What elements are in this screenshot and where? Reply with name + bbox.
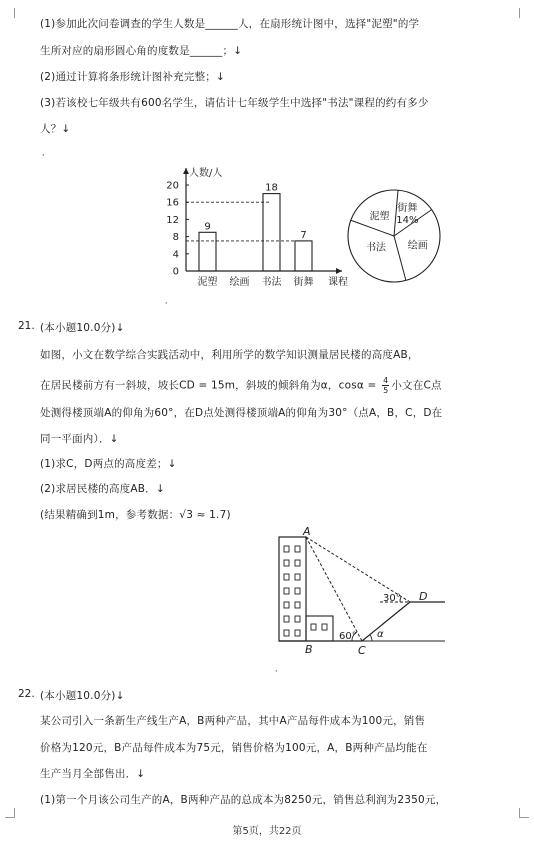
- pie-annotation: 14%: [396, 214, 419, 226]
- bar-value-label: 9: [204, 221, 211, 233]
- y-tick-label: 12: [166, 214, 179, 226]
- label-angle-30: 30°: [383, 593, 401, 604]
- pie-label: 泥塑: [369, 211, 390, 223]
- y-tick-label: 0: [172, 266, 179, 278]
- q21-building-figure: [0, 527, 534, 657]
- q22-header: (本小题10.0分)↓: [40, 690, 125, 702]
- building-windows: [284, 546, 300, 636]
- pie-chart: [348, 190, 440, 282]
- building: [279, 537, 306, 641]
- page-footer: 第5页，共22页: [232, 826, 302, 837]
- q22-line-2: 价格为120元，B产品每件成本为75元，销售价格为100元，A，B两种产品均能在: [40, 742, 428, 754]
- q21-line-2: [40, 376, 442, 395]
- fraction: [382, 376, 389, 395]
- label-A: A: [303, 527, 311, 538]
- slope-line: [362, 602, 410, 641]
- category-label: 街舞: [293, 277, 314, 288]
- label-D: D: [419, 590, 428, 603]
- q21-note: (结果精确到1m，参考数据：√3 ≈ 1.7): [40, 509, 231, 521]
- crop-mark: [5, 817, 15, 818]
- category-label: 泥塑: [197, 277, 218, 288]
- crop-mark: [519, 8, 520, 18]
- sight-line-c: [306, 537, 362, 641]
- label-B: B: [305, 643, 313, 656]
- angle-arc-alpha: [370, 635, 372, 641]
- annex-building: [306, 616, 333, 641]
- bar: [295, 241, 312, 271]
- pie-slice-edge: [394, 236, 406, 280]
- statistics-figure: [0, 158, 534, 298]
- pie-label: 街舞: [397, 202, 418, 214]
- q22-line-1: 某公司引入一条新生产线生产A，B两种产品，其中A产品每件成本为100元，销售: [40, 715, 426, 727]
- q22-number: 22.: [18, 688, 35, 700]
- pie-label: 书法: [366, 242, 387, 254]
- y-tick-label: 16: [166, 197, 179, 209]
- bar-value-label: 18: [265, 182, 278, 194]
- bar-chart: [166, 166, 348, 288]
- q20-line-3: (2)通过计算将条形统计图补充完整；↓: [40, 71, 225, 83]
- q20-line-1: (1)参加此次问卷调查的学生人数是______人，在扇形统计图中，选择"泥塑"的学: [40, 18, 420, 30]
- fraction-numerator: 4: [383, 376, 389, 385]
- q21-line-2-tail: 小文在C点: [391, 379, 442, 392]
- paragraph-mark: ,: [275, 664, 278, 673]
- paragraph-mark: ,: [165, 296, 168, 305]
- q21-line-2-text: 在居民楼前方有一斜坡，坡长CD = 15m，斜坡的倾斜角为α，cosα =: [40, 379, 381, 392]
- y-tick-label: 8: [172, 232, 179, 244]
- fraction-denominator: 5: [383, 386, 389, 395]
- q20-line-4: (3)若该校七年级共有600名学生，请估计七年级学生中选择"书法"课程的约有多少: [40, 97, 429, 109]
- q21-line-4: 同一平面内）．↓: [40, 433, 119, 445]
- paragraph-mark: ,: [42, 148, 45, 157]
- crop-mark: [14, 8, 15, 18]
- category-label: 绘画: [229, 277, 250, 288]
- category-label: 书法: [261, 277, 282, 288]
- q21-sub-2: (2)求居民楼的高度AB．↓: [40, 483, 165, 495]
- q20-line-2: 生所对应的扇形圆心角的度数是______；↓: [40, 45, 243, 57]
- crop-mark: [519, 817, 529, 818]
- x-axis-label: 课程: [328, 277, 348, 288]
- bar-value-label: 7: [300, 229, 307, 241]
- q21-sub-1: (1)求C，D两点的高度差；↓: [40, 458, 177, 470]
- pie-slice-edge: [351, 220, 394, 236]
- label-C: C: [358, 644, 366, 657]
- q21-header: (本小题10.0分)↓: [40, 322, 125, 334]
- q21-number: 21.: [18, 320, 35, 332]
- bar: [263, 194, 280, 271]
- pie-label: 绘画: [407, 240, 428, 252]
- y-tick-label: 4: [172, 249, 179, 261]
- y-tick-label: 20: [166, 180, 179, 192]
- y-axis-label: 人数/人: [189, 168, 223, 179]
- q22-line-4: (1)第一个月该公司生产的A，B两种产品的总成本为8250元，销售总利润为2350元，: [40, 794, 447, 806]
- q20-line-5: 人？↓: [40, 123, 71, 135]
- label-alpha: α: [377, 629, 384, 640]
- q21-line-3: 处测得楼顶端A的仰角为60°，在D点处测得楼顶端A的仰角为30°（点A，B，C，D在: [40, 407, 443, 419]
- label-angle-60: 60°: [339, 631, 357, 642]
- q22-line-3: 生产当月全部售出．↓: [40, 768, 146, 780]
- x-axis-arrow: [336, 268, 342, 274]
- q21-line-1: 如图，小文在数学综合实践活动中，利用所学的数学知识测量居民楼的高度AB，: [40, 349, 419, 361]
- bar: [199, 232, 216, 271]
